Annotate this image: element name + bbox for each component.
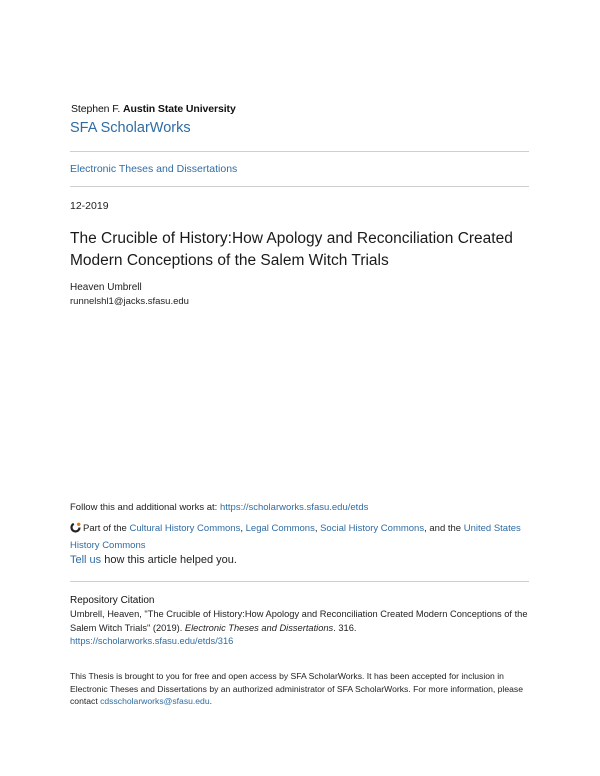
institution-name: [71, 103, 236, 115]
divider-middle: [70, 186, 529, 187]
follow-url-link[interactable]: https://scholarworks.sfasu.edu/etds: [219, 502, 369, 513]
citation-text: Umbrell, Heaven, "The Crucible of History:How Apology and Reconciliation Created Modern Conceptions of the Salem Witch Trials" (2019).: [70, 609, 528, 633]
notice-text: This Thesis is brought to you for free and open access by SFA ScholarWorks. It has been accepted for inclusion in Electronic Theses and Dissertations by an authorized administrator of SFA ScholarWorks. For more information, please contact: [70, 671, 523, 706]
follow-line: [70, 502, 368, 513]
tell-us-text: how this article helped you.: [101, 554, 237, 566]
notice-end: .: [209, 696, 213, 706]
part-of-line: [70, 520, 530, 554]
repository-citation: [70, 608, 532, 649]
legal-commons-link[interactable]: Legal Commons: [245, 523, 315, 534]
part-of-separator: ,: [240, 523, 246, 534]
part-of-prefix: Part of the: [83, 523, 130, 534]
collection-link[interactable]: Electronic Theses and Dissertations: [70, 163, 238, 175]
tell-us-link[interactable]: Tell us: [70, 554, 102, 566]
citation-series: Electronic Theses and Dissertations: [184, 622, 334, 633]
cultural-history-commons-link[interactable]: Cultural History Commons: [129, 523, 241, 534]
network-commons-icon: [70, 522, 81, 533]
author-name: Heaven Umbrell: [70, 282, 142, 293]
citation-number: . 316.: [333, 622, 357, 633]
united-states-history-commons-link[interactable]: United States History Commons: [70, 523, 521, 551]
document-title: The Crucible of History:How Apology and Reconciliation Created Modern Conceptions of the Salem Witch Trials: [70, 230, 513, 269]
part-of-separator: ,: [314, 523, 321, 534]
part-of-separator: , and the: [424, 523, 464, 534]
author-email: runnelshl1@jacks.sfasu.edu: [70, 296, 189, 307]
institution-name-part: Stephen F.: [71, 103, 124, 115]
divider-top: [70, 151, 529, 152]
tell-us-line: [70, 554, 237, 566]
divider-bottom: [70, 581, 529, 582]
access-notice: [70, 670, 532, 708]
contact-email-link[interactable]: cdsscholarworks@sfasu.edu: [100, 696, 210, 706]
citation-heading: Repository Citation: [70, 595, 155, 606]
repository-link[interactable]: SFA ScholarWorks: [70, 120, 191, 136]
follow-text: Follow this and additional works at:: [70, 502, 220, 513]
publication-date: 12-2019: [70, 200, 109, 212]
social-history-commons-link[interactable]: Social History Commons: [320, 523, 425, 534]
institution-name-bold: Austin State University: [123, 103, 236, 115]
citation-url-link[interactable]: https://scholarworks.sfasu.edu/etds/316: [70, 636, 234, 646]
